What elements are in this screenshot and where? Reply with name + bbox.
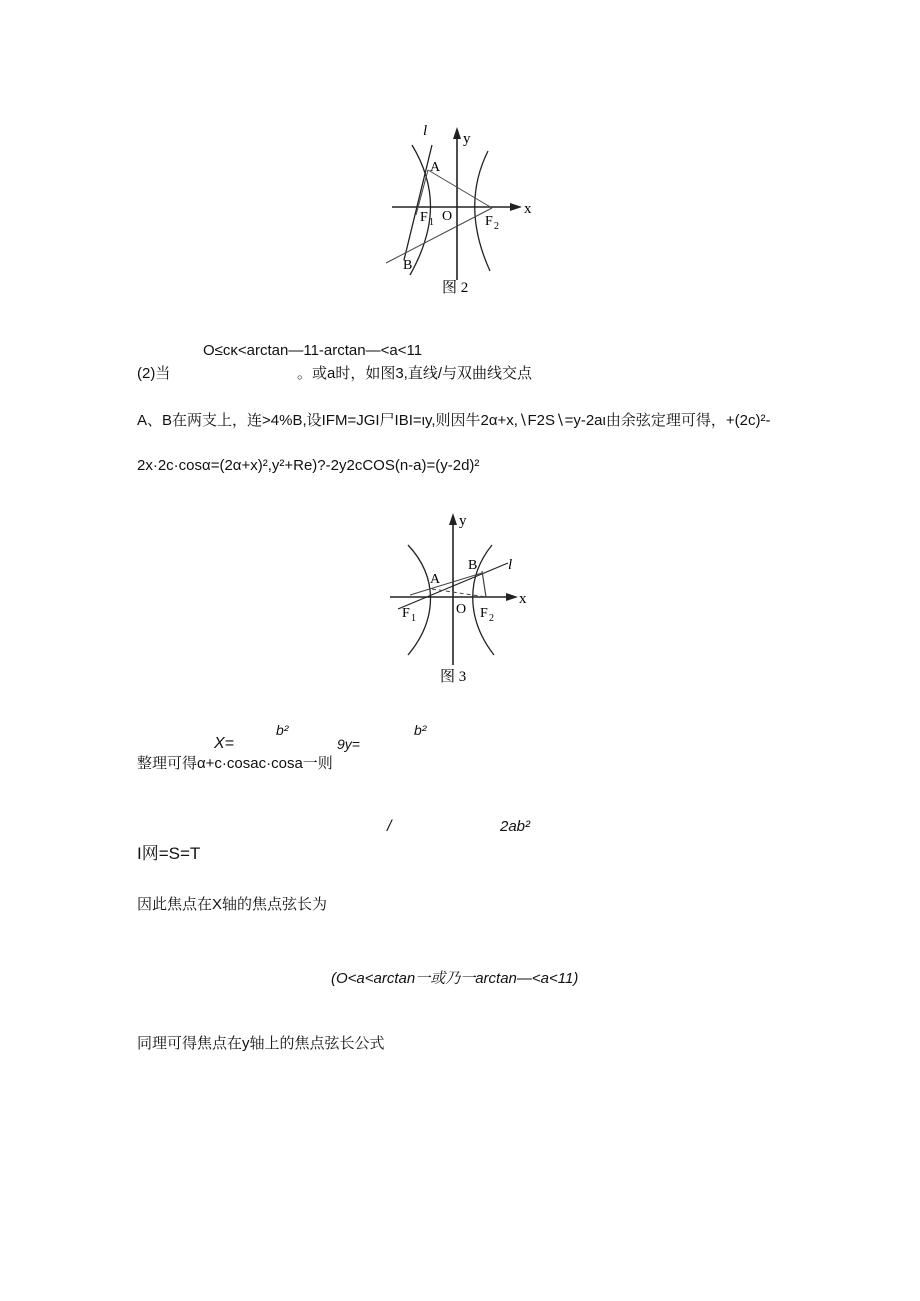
fig3-seg-F1B	[410, 573, 482, 595]
line-ab-branches: A、B在两支上，连>4%B,设IFM=JGI尸IBI=ιy,则因牛2α+x,∖F2S∖=y-2aι由余弦定理可得，+(2c)²-	[137, 412, 771, 429]
figure-3	[380, 505, 550, 690]
fig2-line-l	[404, 145, 432, 260]
fig2-label-O: O	[442, 209, 453, 224]
fig3-label-B: B	[468, 558, 478, 573]
line-cosine-law: 2x·2c·cosα=(2α+x)²,y²+Re)?-2y2cCOS(n-a)=(y-2d)²	[137, 457, 480, 474]
slash-mark: /	[387, 818, 392, 835]
fig3-label-O: O	[456, 602, 467, 617]
fraction-b2-left: b²	[276, 722, 289, 738]
fig2-label-F2: F	[485, 214, 493, 229]
fig3-label-F2-sub: 2	[489, 613, 494, 624]
fig3-label-F2: F	[480, 606, 488, 621]
case2-rest: 。或a时，如图3,直线/与双曲线交点	[297, 365, 533, 382]
fig2-x-arrow	[510, 203, 522, 211]
line-focal-y: 同理可得焦点在y轴上的焦点弦长公式	[137, 1035, 385, 1052]
fig2-label-F1-sub: 1	[429, 217, 434, 228]
fig2-label-l: l	[423, 123, 428, 139]
line-focal-x: 因此焦点在X轴的焦点弦长为	[137, 896, 328, 913]
fig3-label-l: l	[508, 557, 513, 573]
fig2-label-B: B	[403, 258, 413, 273]
fig3-seg-AF2	[432, 589, 486, 597]
y-equals: 9y=	[337, 736, 360, 752]
fig3-y-arrow	[449, 513, 457, 525]
fig3-caption: 图 3	[440, 669, 467, 685]
fig2-right-branch	[475, 151, 490, 271]
fig2-y-arrow	[453, 127, 461, 139]
line-simplify: 整理可得α+c·cosac·cosa一则	[137, 755, 333, 772]
numerator-2ab2: 2ab²	[500, 818, 531, 835]
fig2-label-F2-sub: 2	[494, 221, 499, 232]
fig3-label-F1: F	[402, 606, 410, 621]
fig3-label-A: A	[430, 572, 441, 587]
fig3-label-y: y	[459, 513, 467, 529]
condition-bottom: (O<a<arctan一或乃一arctan—<a<11)	[331, 970, 579, 987]
figure-2	[370, 115, 550, 305]
x-equals: X=	[214, 735, 235, 752]
fig2-seg-AF2	[428, 170, 492, 208]
fig2-label-A: A	[430, 160, 441, 175]
fig3-x-arrow	[506, 593, 518, 601]
fig2-label-F1: F	[420, 210, 428, 225]
condition-top: O≤cκ<arctan—11-arctan—<a<11	[203, 342, 423, 359]
fraction-b2-right: b²	[414, 722, 427, 738]
fig2-label-x: x	[524, 201, 532, 217]
fig2-label-y: y	[463, 131, 471, 147]
fig3-label-F1-sub: 1	[411, 613, 416, 624]
case2-label: (2)当	[137, 365, 171, 382]
fig2-caption: 图 2	[442, 280, 469, 296]
fig3-seg-BF2	[482, 571, 486, 597]
fig3-label-x: x	[519, 591, 527, 607]
line-result: I网=S=T	[137, 844, 201, 863]
fig2-seg-BF2	[386, 208, 492, 263]
fig2-seg-F1A	[416, 170, 428, 215]
